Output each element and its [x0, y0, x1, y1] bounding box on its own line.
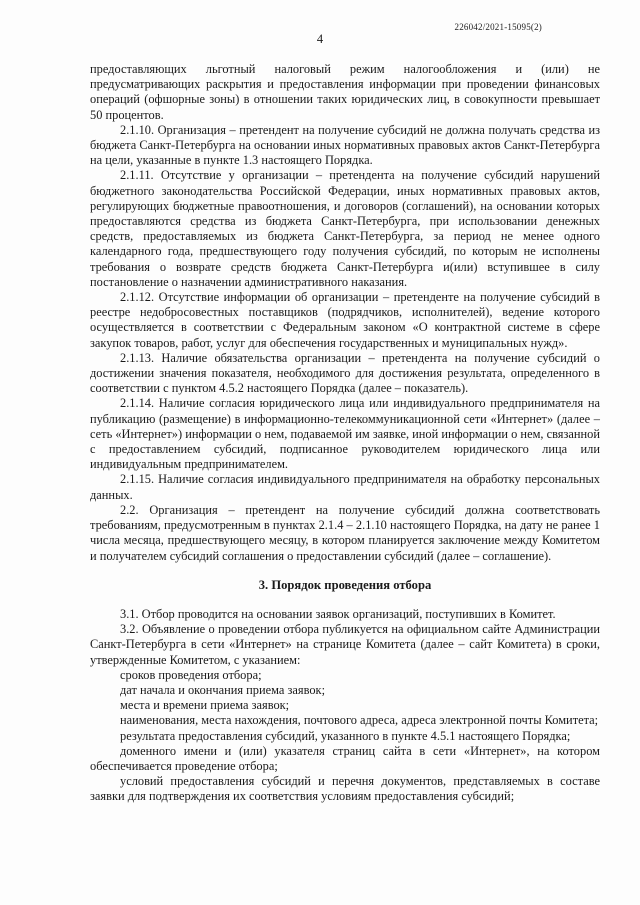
paragraph: 3.1. Отбор проводится на основании заявок организаций, поступивших в Комитет. [120, 606, 556, 621]
list-item: условий предоставления субсидий и перечня документов, представляемых в составе заявки для подтверждения их соответствия условиям предоставления субсидий; [90, 774, 600, 804]
list-item: дат начала и окончания приема заявок; [120, 682, 326, 697]
list-item: результата предоставления субсидий, указанного в пункте 4.5.1 настоящего Порядка; [120, 728, 571, 743]
paragraph: предоставляющих льготный налоговый режим налогообложения и (или) не предусматривающих раскрытия и предоставления информации при проведении финансовых операций (офшорные зоны) в отношении таких юридических лиц, в совокупности превышает 50 процентов. [90, 62, 600, 122]
paragraph: 3.2. Объявление о проведении отбора публикуется на официальном сайте Администрации Санкт-Петербурга в сети «Интернет» на странице Комитета (далее – сайт Комитета) в сроки, утвержденные Комитетом, с указанием: [90, 622, 600, 667]
paragraph: 2.2. Организация – претендент на получение субсидий должна соответствовать требованиям, предусмотренным в пунктах 2.1.4 – 2.1.10 настоящего Порядка, на дату не ранее 1 числа месяца, предшествующего месяцу, в котором планируется заключение между Комитетом и получателем субсидий соглашения о предоставлении субсидий (далее – соглашение). [90, 502, 600, 563]
list-item: доменного имени и (или) указателя страниц сайта в сети «Интернет», на котором обеспечивается проведение отбора; [90, 743, 600, 773]
paragraph: 2.1.14. Наличие согласия юридического лица или индивидуального предпринимателя на публикацию (размещение) в информационно-телекоммуникационной сети «Интернет» (далее – сеть «Интернет») информации о нем, подаваемой им заявке, иной информации о нем, связанной с предоставлением субсидий, подписанное руководителем юридического лица или индивидуальным предпринимателем. [90, 396, 600, 472]
list-item: места и времени приема заявок; [120, 698, 290, 713]
page-number: 4 [316, 32, 324, 46]
paragraph: 2.1.12. Отсутствие информации об организации – претенденте на получение субсидий в реестре недобросовестных поставщиков (подрядчиков, исполнителей), ведение которого осуществляется в соответствии с Федеральным законом «О контрактной системе в сфере закупок товаров, работ, услуг для обеспечения государственных и муниципальных нужд». [90, 290, 600, 350]
list-item: наименования, места нахождения, почтового адреса, адреса электронной почты Комитета; [120, 713, 599, 728]
document-number: 226042/2021-15095(2) [454, 22, 542, 32]
list-item: сроков проведения отбора; [120, 667, 262, 682]
paragraph: 2.1.13. Наличие обязательства организации – претендента на получение субсидий о достижении значения показателя, необходимого для достижения результата, определенного в соответствии с пунктом 4.5.2 настоящего Порядка (далее – показатель). [90, 350, 600, 396]
paragraph: 2.1.11. Отсутствие у организации – претендента на получение субсидий нарушений бюджетного законодательства Российской Федерации, иных нормативных правовых актов, регулирующих бюджетные правоотношения, и договоров (соглашений), на основании которых предоставляются средства из бюджета Санкт-Петербурга, при использовании денежных средств, предоставляемых из бюджета Санкт-Петербурга, за период не менее одного календарного года, предшествующего году получения субсидий, по которым не исполнены требования о возврате средств бюджета Санкт-Петербурга и(или) вступившее в силу постановление о назначении административного наказания. [90, 168, 600, 289]
paragraph: 2.1.10. Организация – претендент на получение субсидий не должна получать средства из бюджета Санкт-Петербурга на основании иных нормативных правовых актов Санкт-Петербурга на цели, указанные в пункте 1.3 настоящего Порядка. [90, 122, 600, 168]
paragraph: 2.1.15. Наличие согласия индивидуального предпринимателя на обработку персональных данных. [90, 472, 600, 502]
section-heading: 3. Порядок проведения отбора [258, 577, 432, 592]
document-body [90, 62, 600, 805]
